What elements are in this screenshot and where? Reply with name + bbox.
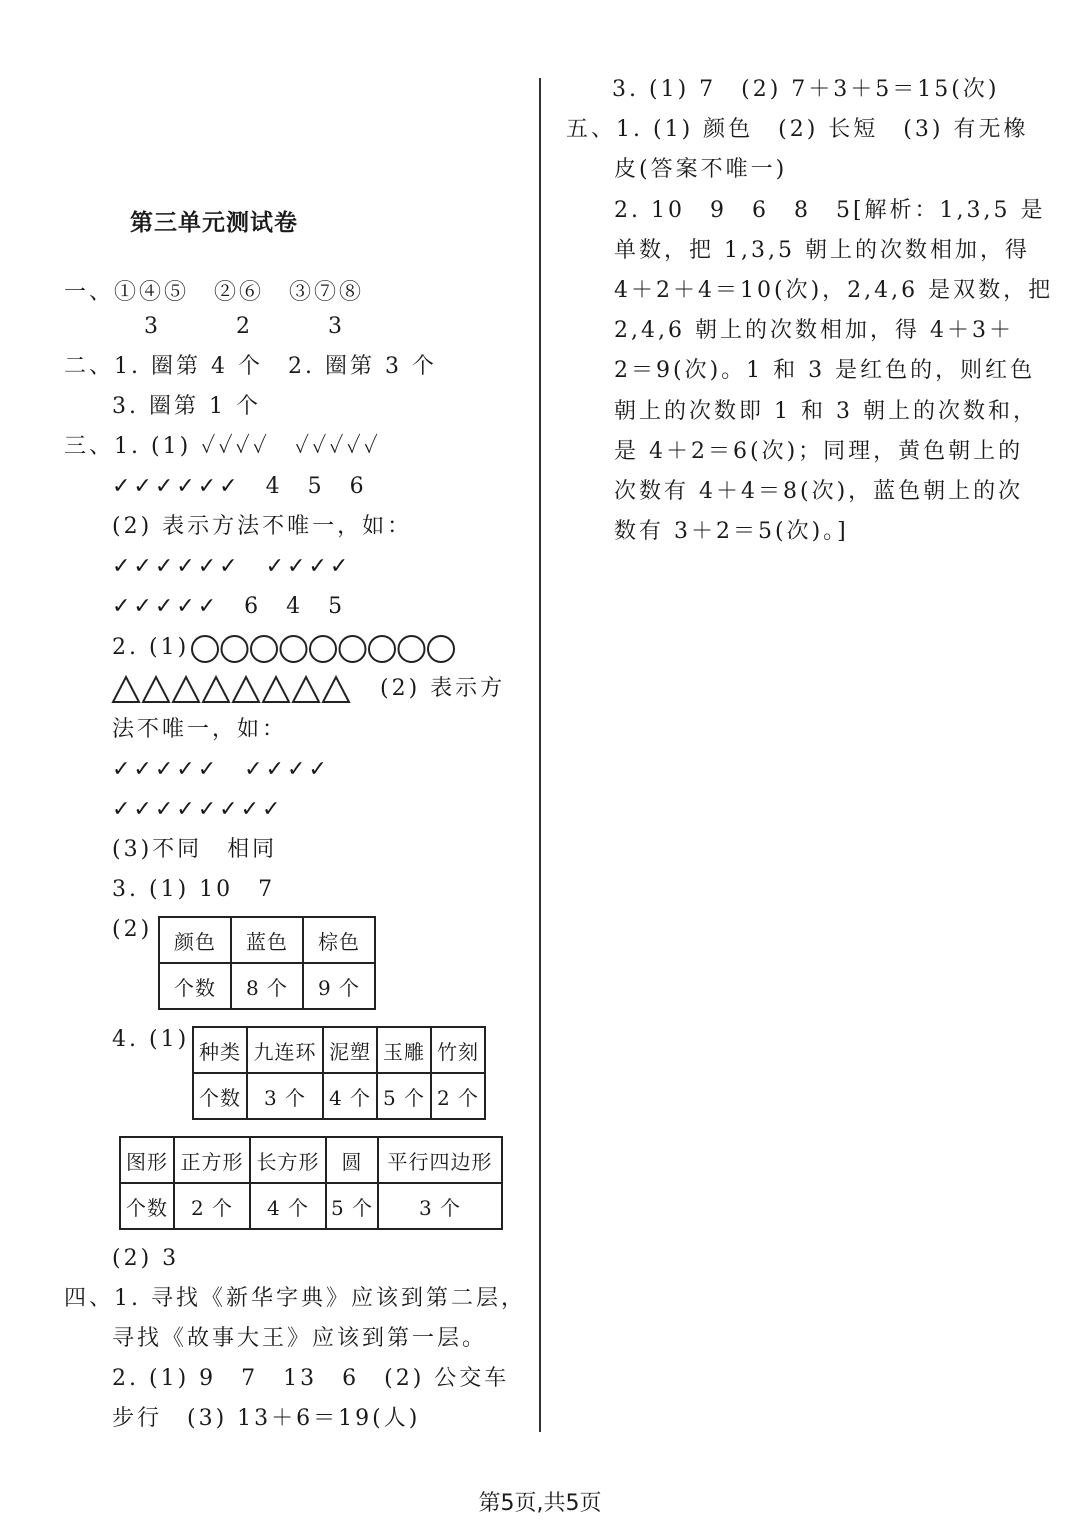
table-cell: 9 个 (303, 963, 375, 1009)
table-cell: 泥塑 (323, 1027, 377, 1073)
section-3-q1-line-e: ✓✓✓✓✓ 6 4 5 (112, 594, 346, 619)
right-line-1: 3. (1) 7 (2) 7＋3＋5＝15(次) (612, 77, 1000, 102)
circle-shape (251, 636, 277, 662)
triangle-shape (323, 677, 349, 702)
triangle-shape (173, 677, 199, 702)
triangles-row (110, 672, 360, 706)
right-line-2: 五、1. (1) 颜色 (2) 长短 (3) 有无橡 (566, 117, 1029, 142)
section-2-line-b: 3. 圈第 1 个 (112, 394, 261, 419)
table-cell: 平行四边形 (378, 1137, 502, 1183)
section-3-q1-line-c: (2) 表示方法不唯一，如： (112, 514, 413, 539)
section-3-q3-label: (2) (112, 917, 153, 942)
table-cell: 蓝色 (231, 917, 303, 963)
table-cell: 4 个 (250, 1183, 326, 1229)
table-cell: 长方形 (250, 1137, 326, 1183)
section-3-q2-label: 2. (1) (112, 635, 190, 660)
table-cell: 正方形 (174, 1137, 250, 1183)
triangle-shape (263, 677, 289, 702)
triangle-shape (113, 677, 139, 702)
triangle-shape (203, 677, 229, 702)
right-line-12: 数有 3＋2＝5(次)。] (614, 519, 849, 544)
section-3-q4-label: 4. (1) (112, 1027, 190, 1052)
section-1-line-a: 一、①④⑤ ②⑥ ③⑦⑧ (64, 280, 365, 305)
section-2-line-a: 二、1. 圈第 4 个 2. 圈第 3 个 (64, 354, 437, 379)
column-divider (539, 78, 541, 1432)
page-footer: 第5页,共5页 (478, 1491, 602, 1516)
color-count-table (158, 916, 376, 1010)
section-3-q1-line-b: ✓✓✓✓✓✓ 4 5 6 (112, 474, 367, 499)
triangle-shape (233, 677, 259, 702)
table-cell: 3 个 (378, 1183, 502, 1229)
table-cell: 图形 (120, 1137, 174, 1183)
circle-shape (310, 636, 336, 662)
section-4-line-a: 四、1. 寻找《新华字典》应该到第二层， (64, 1286, 526, 1311)
circle-shape (399, 636, 425, 662)
table-cell: 竹刻 (431, 1027, 485, 1073)
section-3-q2-line-c: 法不唯一，如： (112, 717, 288, 742)
section-3-q3-line-a: 3. (1) 10 7 (112, 877, 276, 902)
page-title: 第三单元测试卷 (130, 210, 298, 236)
triangle-shape (293, 677, 319, 702)
right-line-11: 次数有 4＋4＝8(次)，蓝色朝上的次 (614, 479, 1024, 504)
right-line-3: 皮(答案不唯一) (614, 157, 788, 182)
table-cell: 5 个 (377, 1073, 431, 1119)
table-cell: 个数 (120, 1183, 174, 1229)
section-3-q1-line-a: 三、1. (1) ✓✓✓✓ ✓✓✓✓✓ (64, 434, 381, 459)
table-cell: 种类 (193, 1027, 247, 1073)
table-cell: 颜色 (159, 917, 231, 963)
right-line-6: 4＋2＋4＝10(次)，2,4,6 是双数，把 (614, 278, 1054, 303)
triangle-shape (143, 677, 169, 702)
right-line-8: 2＝9(次)。1 和 3 是红色的，则红色 (614, 358, 1036, 383)
section-3-q2-line-d: ✓✓✓✓✓ ✓✓✓✓ (112, 757, 330, 782)
table-cell: 2 个 (431, 1073, 485, 1119)
section-1-line-b: 3 2 3 (144, 314, 345, 339)
table-cell: 8 个 (231, 963, 303, 1009)
circle-shape (222, 636, 248, 662)
right-line-9: 朝上的次数即 1 和 3 朝上的次数和， (614, 399, 1038, 424)
table-cell: 4 个 (323, 1073, 377, 1119)
section-4-line-c: 2. (1) 9 7 13 6 (2) 公交车 (112, 1366, 510, 1391)
circle-shape (369, 636, 395, 662)
table-cell: 2 个 (174, 1183, 250, 1229)
table-cell: 九连环 (247, 1027, 323, 1073)
right-line-4: 2. 10 9 6 8 5[解析：1,3,5 是 (614, 198, 1046, 223)
section-3-q2-line-b-tail: (2) 表示方 (380, 676, 506, 701)
section-4-line-d: 步行 (3) 13＋6＝19(人) (112, 1406, 421, 1431)
table-cell: 个数 (159, 963, 231, 1009)
circle-shape (281, 636, 307, 662)
shape-count-table (119, 1136, 503, 1230)
circle-shape (340, 636, 366, 662)
table-cell: 棕色 (303, 917, 375, 963)
section-3-q1-line-d: ✓✓✓✓✓✓ ✓✓✓✓ (112, 554, 352, 579)
table-cell: 3 个 (247, 1073, 323, 1119)
table-cell: 5 个 (326, 1183, 378, 1229)
right-line-10: 是 4＋2＝6(次)；同理，黄色朝上的 (614, 439, 1024, 464)
section-3-q4-line-b: (2) 3 (112, 1246, 180, 1271)
table-cell: 圆 (326, 1137, 378, 1183)
section-3-q2-line-f: (3)不同 相同 (112, 837, 278, 862)
right-line-5: 单数，把 1,3,5 朝上的次数相加，得 (614, 238, 1030, 263)
table-cell: 玉雕 (377, 1027, 431, 1073)
section-4-line-b: 寻找《故事大王》应该到第一层。 (112, 1326, 488, 1351)
circle-shape (192, 636, 218, 662)
table-cell: 个数 (193, 1073, 247, 1119)
section-3-q2-line-e: ✓✓✓✓✓✓✓✓ (112, 797, 284, 822)
craft-count-table (192, 1026, 486, 1120)
circle-shape (428, 636, 454, 662)
right-line-7: 2,4,6 朝上的次数相加，得 4＋3＋ (614, 318, 1014, 343)
circles-row (190, 632, 462, 666)
